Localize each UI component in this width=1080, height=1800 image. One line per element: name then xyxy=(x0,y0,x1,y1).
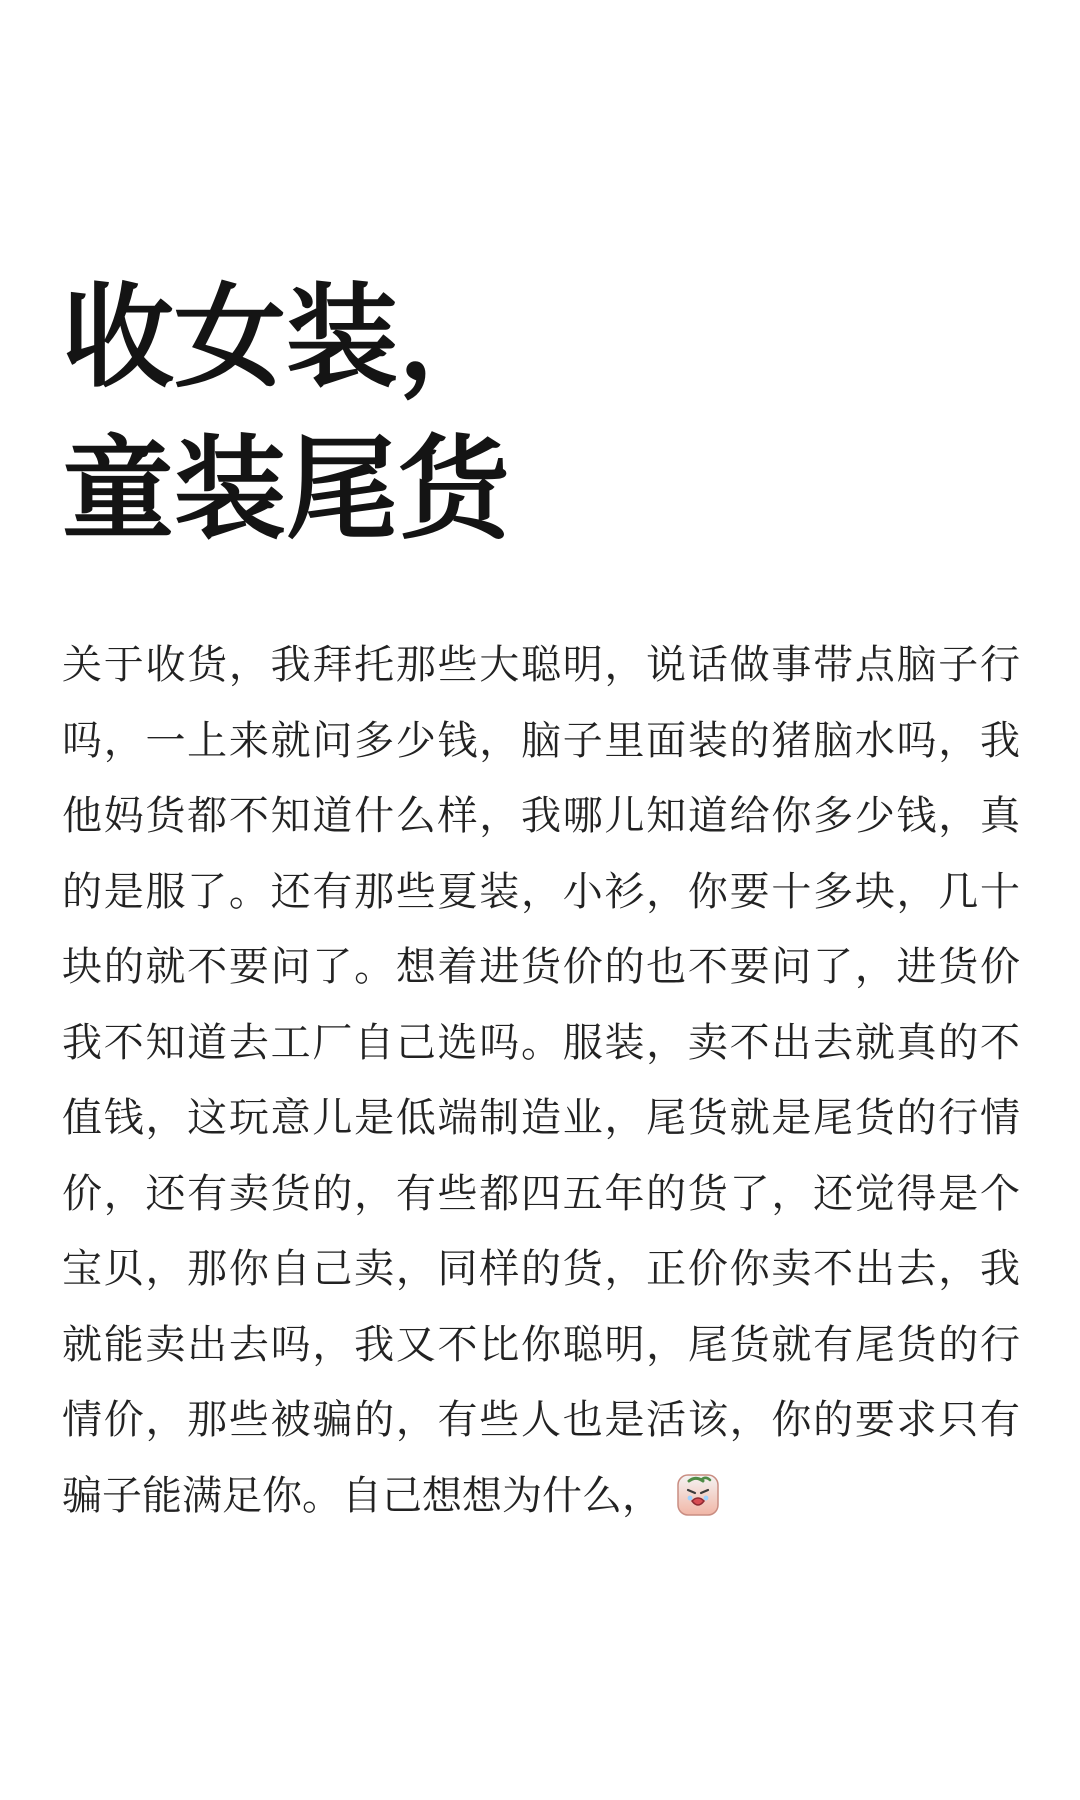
post-body-text: 关于收货，我拜托那些大聪明，说话做事带点脑子行吗，一上来就问多少钱，脑子里面装的猪脑水吗，我他妈货都不知道什么样，我哪儿知道给你多少钱，真的是服了。还有那些夏装，小衫，你要十多块，几十块的就不要问了。想着进货价的也不要问了，进货价我不知道去工厂自己选吗。服装，卖不出去就真的不值钱，这玩意儿是低端制造业，尾货就是尾货的行情价，还有卖货的，有些都四五年的货了，还觉得是个宝贝，那你自己卖，同样的货，正价你卖不出去，我就能卖出去吗，我又不比你聪明，尾货就有尾货的行情价，那些被骗的，有些人也是活该，你的要求只有骗子能满足你。自己想想为什么， xyxy=(62,642,1020,1519)
post-title-line-1: 收女装， xyxy=(62,273,510,403)
post-title xyxy=(62,262,1018,566)
post-title-line-2: 童装尾货 xyxy=(62,425,510,555)
post-body xyxy=(62,628,1020,1534)
crying-face-icon xyxy=(676,1467,720,1511)
